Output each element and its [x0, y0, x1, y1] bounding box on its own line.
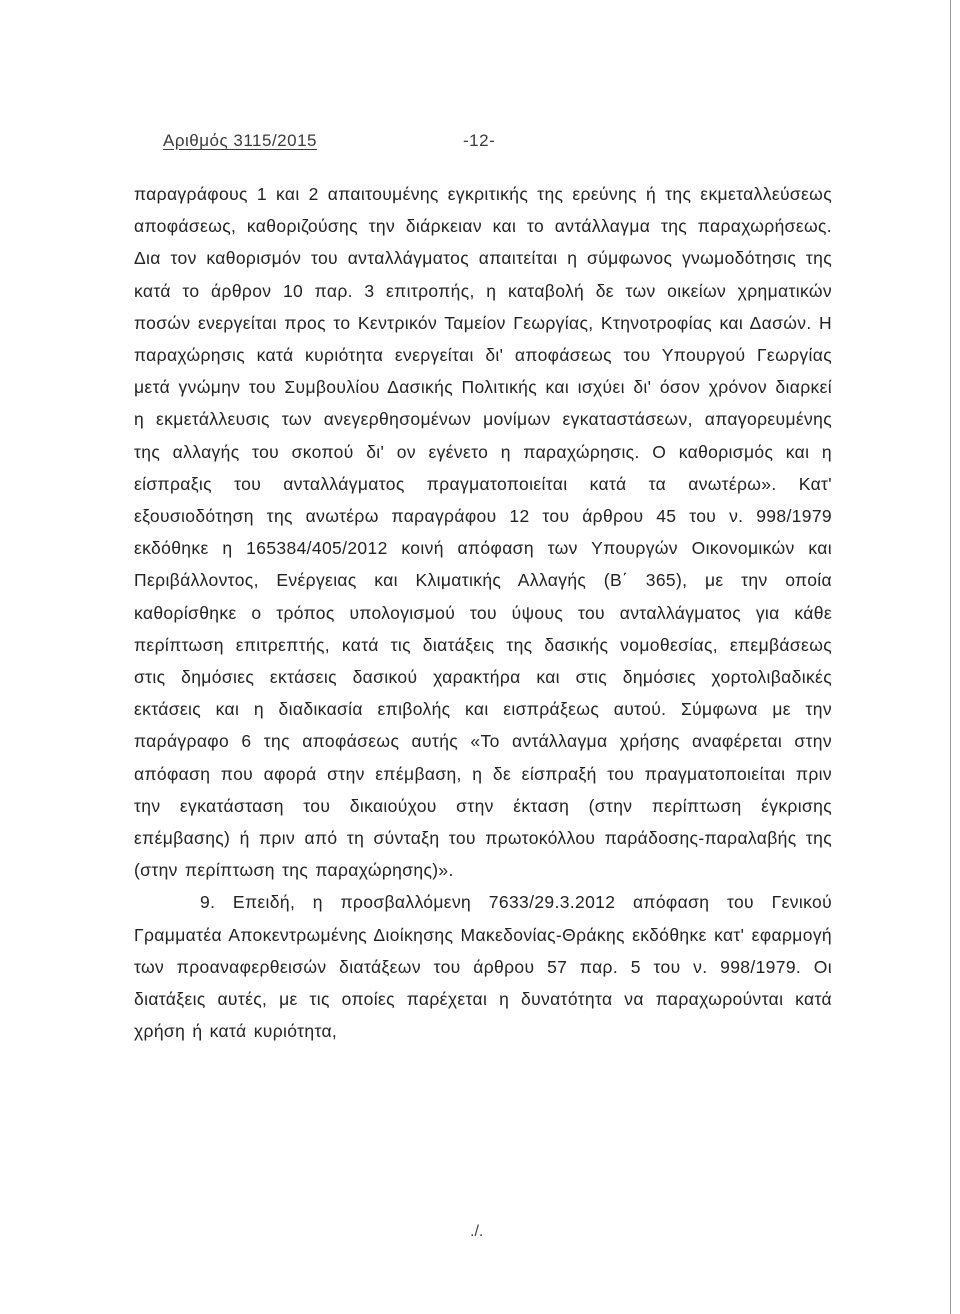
page-number: -12-	[463, 131, 496, 150]
page-header	[163, 131, 683, 157]
paragraph-continued: παραγράφους 1 και 2 απαιτουμένης εγκριτικής της ερεύνης ή της εκμεταλλεύσεως αποφάσεως, καθοριζούσης την διάρκειαν και το αντάλλαγμα της παραχωρήσεως. Δια τον καθορισμόν του ανταλλάγματος απαιτείται η σύμφωνος γνωμοδότησις της κατά το άρθρον 10 παρ. 3 επιτροπής, η καταβολή δε των οικείων χρηματικών ποσών ενεργείται προς το Κεντρικόν Ταμείον Γεωργίας, Κτηνοτροφίας και Δασών. Η παραχώρησις κατά κυριότητα ενεργείται δι' αποφάσεως του Υπουργού Γεωργίας μετά γνώμην του Συμβουλίου Δασικής Πολιτικής και ισχύει δι' όσον χρόνον διαρκεί η εκμετάλλευσις των ανεγερθησομένων μονίμων εγκαταστάσεων, απαγορευμένης της αλλαγής του σκοπού δι' ον εγένετο η παραχώρησις. Ο καθορισμός και η είσπραξις του ανταλλάγματος πραγματοποιείται κατά τα ανωτέρω». Κατ' εξουσιοδότηση της ανωτέρω παραγράφου 12 του άρθρου 45 του ν. 998/1979 εκδόθηκε η 165384/405/2012 κοινή απόφαση των Υπουργών Οικονομικών και Περιβάλλοντος, Ενέργειας και Κλιματικής Αλλαγής (Β΄ 365), με την οποία καθορίσθηκε ο τρόπος υπολογισμού του ύψους του ανταλλάγματος για κάθε περίπτωση επιτρεπτής, κατά τις διατάξεις της δασικής νομοθεσίας, επεμβάσεως στις δημόσιες εκτάσεις δασικού χαρακτήρα και στις δημόσιες χορτολιβαδικές εκτάσεις και η διαδικασία επιβολής και εισπράξεως αυτού. Σύμφωνα με την παράγραφο 6 της αποφάσεως αυτής «Το αντάλλαγμα χρήσης αναφέρεται στην απόφαση που αφορά στην επέμβαση, η δε είσπραξή του πραγματοποιείται πριν την εγκατάσταση του δικαιούχου στην έκταση (στην περίπτωση έγκρισης επέμβασης) ή πριν από τη σύνταξη του πρωτοκόλλου παράδοσης-παραλαβής της (στην περίπτωση της παραχώρησης)».	[134, 184, 832, 881]
continuation-mark: ./.	[470, 1223, 484, 1240]
page-edge-line	[950, 0, 951, 1314]
paragraph-9: 9. Επειδή, η προσβαλλόμενη 7633/29.3.2012 απόφαση του Γενικού Γραμματέα Αποκεντρωμένης Διοίκησης Μακεδονίας-Θράκης εκδόθηκε κατ' εφαρμογή των προαναφερθεισών διατάξεων του άρθρου 57 παρ. 5 του ν. 998/1979. Οι διατάξεις αυτές, με τις οποίες παρέχεται η δυνατότητα να παραχωρούνται κατά χρήση ή κατά κυριότητα,	[134, 892, 832, 1042]
case-number: Αριθμός 3115/2015	[163, 131, 318, 150]
document-body	[134, 178, 832, 1047]
